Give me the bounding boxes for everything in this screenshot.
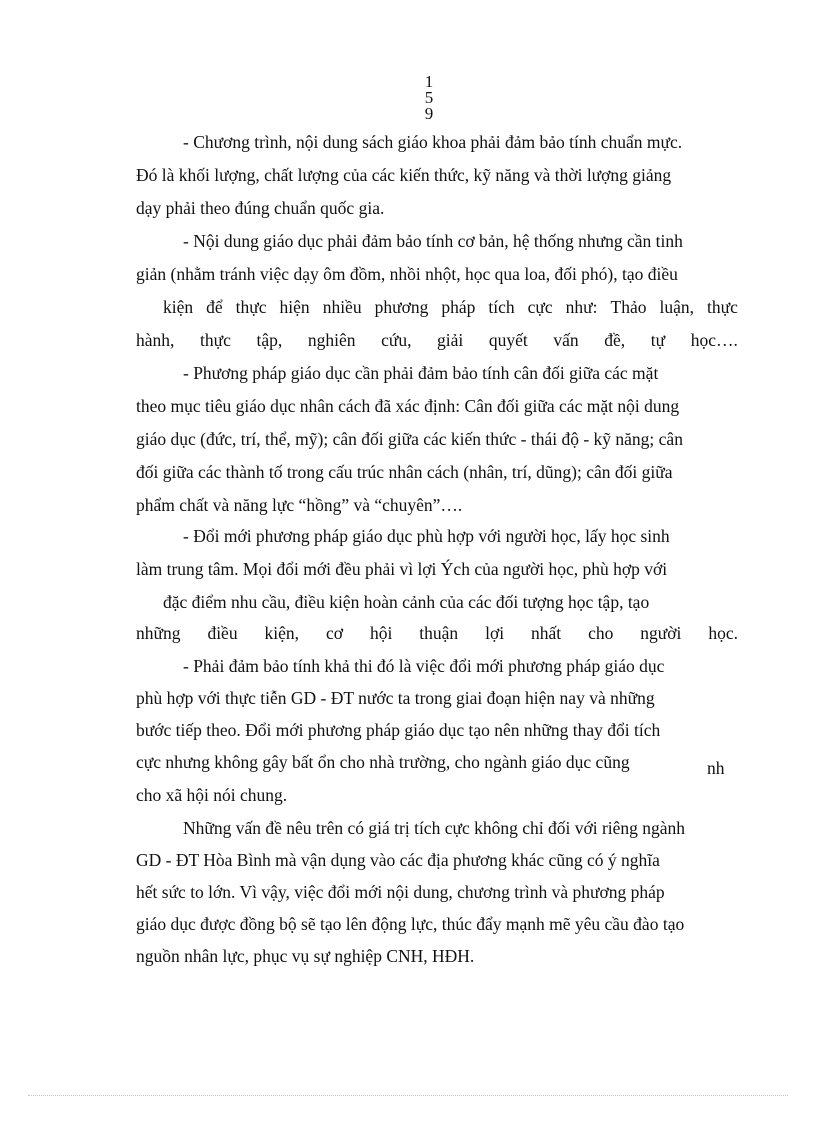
text-fragment: nh <box>707 758 725 778</box>
word: pháp <box>441 297 476 317</box>
word: quyết <box>488 330 528 350</box>
text-line: Những vấn đề nêu trên có giá trị tích cực không chỉ đối với riêng ngành <box>183 818 686 838</box>
word: cho <box>588 623 614 643</box>
text-line: Đó là khối lượng, chất lượng của các kiến thức, kỹ năng và thời lượng giảng <box>136 165 672 185</box>
word: học. <box>708 623 738 643</box>
page-number-digit: 1 <box>424 72 434 91</box>
word: lợi <box>485 623 505 643</box>
word: tích <box>488 297 515 317</box>
word: luận, <box>659 297 694 317</box>
word: thực <box>200 330 231 350</box>
word: nhiều <box>322 297 362 317</box>
word: kiện, <box>264 623 300 643</box>
text-line: dạy phải theo đúng chuẩn quốc gia. <box>136 198 385 218</box>
word: hội <box>369 623 393 643</box>
word: Thảo <box>610 297 647 317</box>
justified-line <box>136 621 738 645</box>
word: thuận <box>419 623 459 643</box>
word: cực <box>527 297 553 317</box>
word: nhất <box>531 623 562 643</box>
text-line: - Đổi mới phương pháp giáo dục phù hợp với người học, lấy học sinh <box>183 526 670 546</box>
word: cứu, <box>381 330 412 350</box>
text-line: - Chương trình, nội dung sách giáo khoa phải đảm bảo tính chuẩn mực. <box>183 132 683 152</box>
word: người <box>640 623 682 643</box>
text-line: nguồn nhân lực, phục vụ sự nghiệp CNH, HĐH. <box>136 946 475 966</box>
page-number-digit: 5 <box>424 88 434 107</box>
page-number-digit: 9 <box>424 104 434 123</box>
text-line: - Phải đảm bảo tính khả thi đó là việc đổi mới phương pháp giáo dục <box>183 656 665 676</box>
word: cơ <box>325 623 343 643</box>
text-line: - Nội dung giáo dục phải đảm bảo tính cơ bản, hệ thống nhưng cần tinh <box>183 231 683 251</box>
word: nghiên <box>307 330 356 350</box>
text-line: cực nhưng không gây bất ổn cho nhà trường, cho ngành giáo dục cũng <box>136 752 630 772</box>
word: điều <box>207 623 238 643</box>
word: đề, <box>604 330 626 350</box>
justified-line <box>163 295 738 319</box>
word: vấn <box>553 330 579 350</box>
word: thực <box>235 297 267 317</box>
text-line: hết sức to lớn. Vì vậy, việc đổi mới nội dung, chương trình và phương pháp <box>136 882 665 902</box>
text-line: giáo dục (đức, trí, thể, mỹ); cân đối giữa các kiến thức - thái độ - kỹ năng; cân <box>136 429 683 449</box>
page-number <box>0 74 816 122</box>
text-line: giáo dục được đồng bộ sẽ tạo lên động lực, thúc đẩy mạnh mẽ yêu cầu đào tạo <box>136 914 685 934</box>
text-line: cho xã hội nói chung. <box>136 785 288 805</box>
word: hành, <box>136 330 175 350</box>
justified-line <box>136 328 738 352</box>
text-line: giản (nhằm tránh việc dạy ôm đồm, nhồi nhột, học qua loa, đối phó), tạo điều <box>136 264 678 284</box>
text-line: phẩm chất và năng lực “hồng” và “chuyên”…. <box>136 495 463 515</box>
text-line: bước tiếp theo. Đổi mới phương pháp giáo dục tạo nên những thay đổi tích <box>136 720 661 740</box>
word: những <box>136 623 181 643</box>
text-line: phù hợp với thực tiễn GD - ĐT nước ta trong giai đoạn hiện nay và những <box>136 688 655 708</box>
word: học…. <box>690 330 738 350</box>
word: để <box>206 297 223 317</box>
word: hiện <box>279 297 310 317</box>
word: phương <box>374 297 429 317</box>
text-line: đối giữa các thành tố trong cấu trúc nhân cách (nhân, trí, dũng); cân đối giữa <box>136 462 673 482</box>
text-line: làm trung tâm. Mọi đổi mới đều phải vì lợi Ých của người học, phù hợp với <box>136 559 668 579</box>
text-line: - Phương pháp giáo dục cần phải đảm bảo tính cân đối giữa các mặt <box>183 363 659 383</box>
footer-divider <box>28 1095 788 1096</box>
text-line: theo mục tiêu giáo dục nhân cách đã xác định: Cân đối giữa các mặt nội dung <box>136 396 680 416</box>
word: thực <box>706 297 738 317</box>
text-line: đặc điểm nhu cầu, điều kiện hoàn cảnh của các đối tượng học tập, tạo <box>163 592 650 612</box>
word: như: <box>565 297 598 317</box>
word: tập, <box>256 330 283 350</box>
word: tự <box>650 330 666 350</box>
word: kiện <box>163 297 194 317</box>
word: giải <box>437 330 464 350</box>
text-line: GD - ĐT Hòa Bình mà vận dụng vào các địa phương khác cũng có ý nghĩa <box>136 850 660 870</box>
